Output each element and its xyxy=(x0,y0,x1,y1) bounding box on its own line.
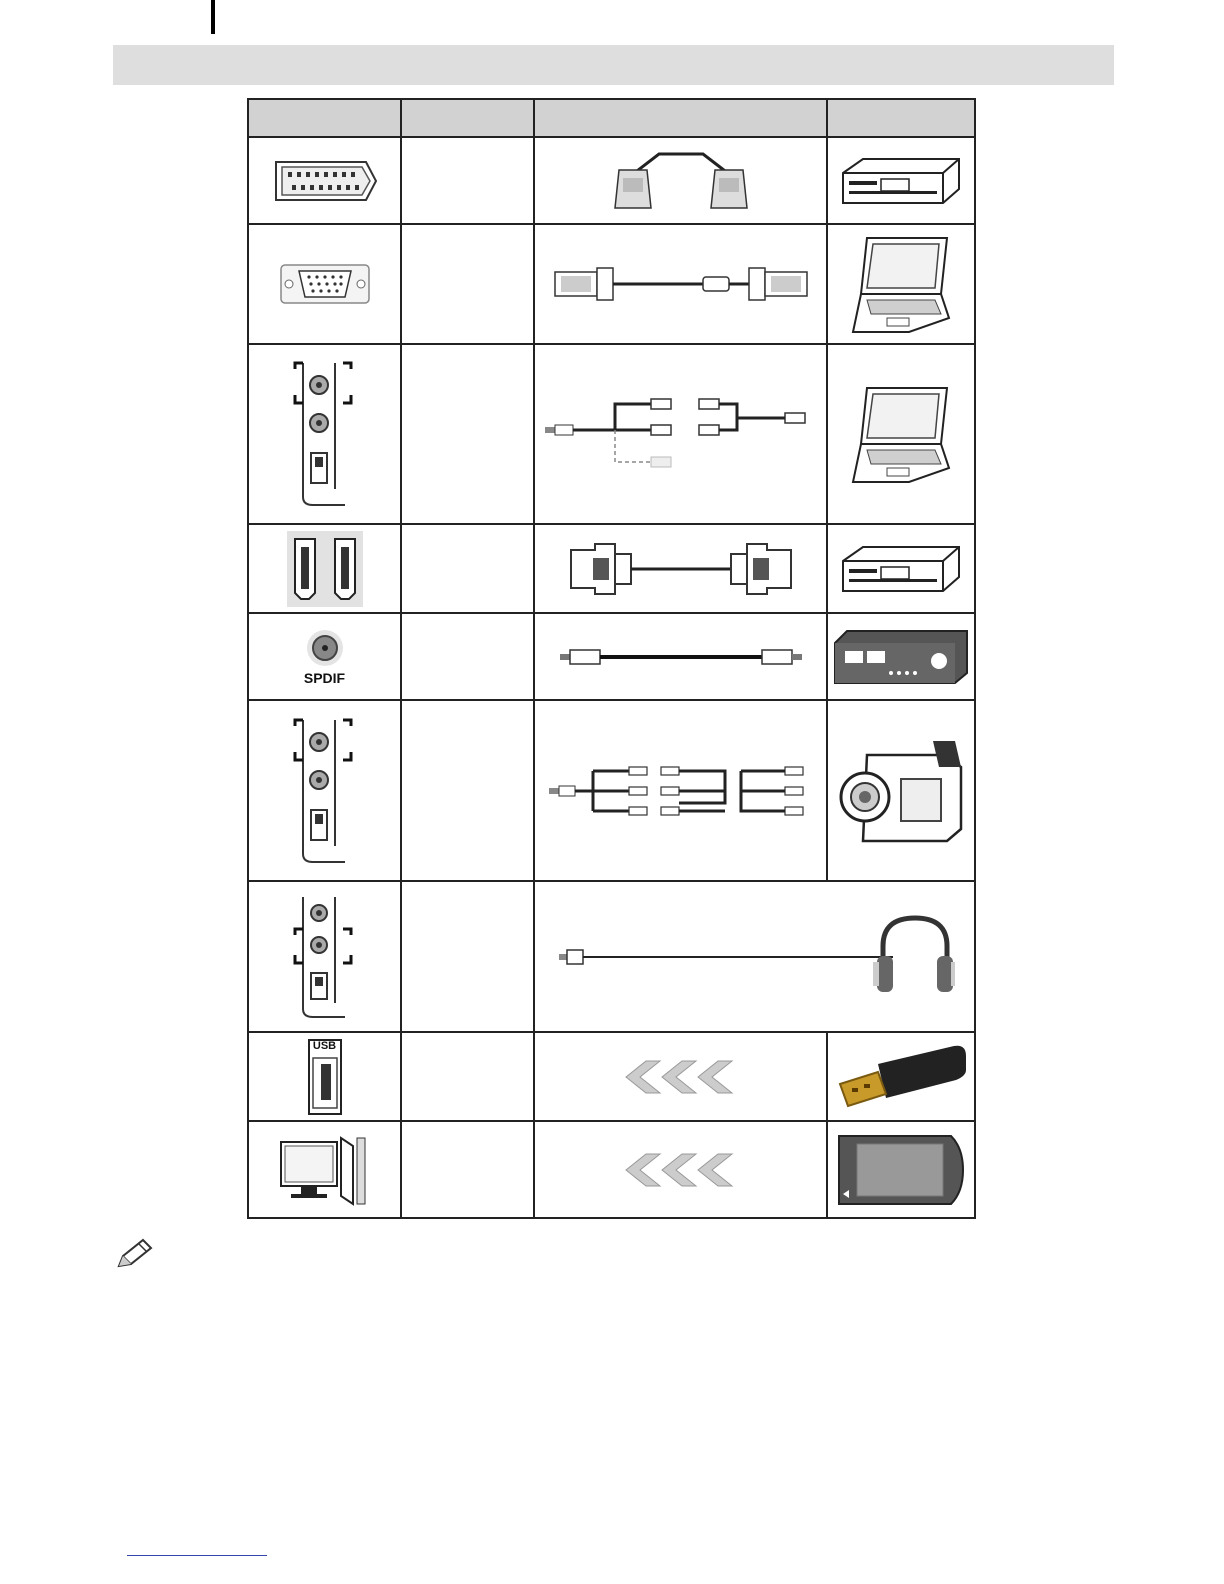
side-av-panel-icon xyxy=(289,893,361,1021)
pc-audio-cable-cell xyxy=(534,344,827,524)
headphone-cable-icon xyxy=(555,912,955,1002)
hdmi-socket-cell xyxy=(248,524,401,613)
usb-arrow-cell xyxy=(534,1032,827,1121)
side-av-cable-cell xyxy=(534,700,827,881)
table-row xyxy=(248,1032,975,1121)
footer-link-underline xyxy=(127,1555,267,1556)
table-row xyxy=(248,524,975,613)
header-connector xyxy=(248,99,401,137)
spdif-type-cell xyxy=(401,613,534,700)
header-cables xyxy=(534,99,827,137)
laptop-icon xyxy=(849,382,953,486)
table-row xyxy=(248,881,975,1032)
av-cable-icon xyxy=(545,763,817,819)
connection-table xyxy=(247,98,976,1219)
scart-device-cell xyxy=(827,137,975,224)
tv-ci-slot-icon xyxy=(279,1134,371,1206)
vcr-device-icon xyxy=(839,155,963,207)
side-av-panel-icon xyxy=(289,359,361,509)
scart-cable-cell xyxy=(534,137,827,224)
scart-cable-icon xyxy=(611,148,751,214)
spdif-label: SPDIF xyxy=(303,669,346,686)
vga-cable-cell xyxy=(534,224,827,344)
headphone-cable-cell xyxy=(534,881,975,1032)
scart-socket-icon xyxy=(270,156,380,206)
laptop-icon xyxy=(849,232,953,336)
usb-type-cell xyxy=(401,1032,534,1121)
ci-type-cell xyxy=(401,1121,534,1218)
usb-stick-icon xyxy=(834,1042,968,1112)
pc-audio-type-cell xyxy=(401,344,534,524)
note-pencil-icon xyxy=(115,1238,153,1270)
table-row xyxy=(248,1121,975,1218)
side-av-socket-cell xyxy=(248,700,401,881)
spdif-cable-cell xyxy=(534,613,827,700)
side-av-device-cell xyxy=(827,700,975,881)
side-av-type-cell xyxy=(401,700,534,881)
usb-socket-cell xyxy=(248,1032,401,1121)
spdif-socket-icon xyxy=(305,628,345,668)
top-rule xyxy=(211,0,215,34)
spdif-socket-cell xyxy=(248,613,401,700)
hdmi-cable-cell xyxy=(534,524,827,613)
hdmi-cable-icon xyxy=(565,540,797,598)
amplifier-device-icon xyxy=(833,629,969,685)
vga-device-cell xyxy=(827,224,975,344)
table-row xyxy=(248,137,975,224)
header-type xyxy=(401,99,534,137)
insert-arrows-icon xyxy=(624,1059,738,1095)
table-row xyxy=(248,224,975,344)
headphone-type-cell xyxy=(401,881,534,1032)
header-device xyxy=(827,99,975,137)
coaxial-cable-icon xyxy=(556,645,806,669)
page-header-bar xyxy=(113,45,1114,85)
vga-cable-icon xyxy=(551,264,811,304)
ci-device-cell xyxy=(827,1121,975,1218)
spdif-device-cell xyxy=(827,613,975,700)
table-header-row xyxy=(248,99,975,137)
vga-socket-cell xyxy=(248,224,401,344)
hdmi-type-cell xyxy=(401,524,534,613)
pc-audio-device-cell xyxy=(827,344,975,524)
hdmi-socket-icon xyxy=(287,531,363,607)
av-cable-icon xyxy=(539,396,823,472)
table-row xyxy=(248,344,975,524)
ci-arrow-cell xyxy=(534,1121,827,1218)
pc-audio-socket-cell xyxy=(248,344,401,524)
ci-module-icon xyxy=(837,1134,965,1206)
vcr-device-icon xyxy=(839,543,963,595)
table-row xyxy=(248,700,975,881)
table-row xyxy=(248,613,975,700)
usb-device-cell xyxy=(827,1032,975,1121)
vga-type-cell xyxy=(401,224,534,344)
insert-arrows-icon xyxy=(624,1152,738,1188)
scart-socket-cell xyxy=(248,137,401,224)
vga-socket-icon xyxy=(279,263,371,305)
ci-socket-cell xyxy=(248,1121,401,1218)
side-av-panel-icon xyxy=(289,716,361,866)
headphone-socket-cell xyxy=(248,881,401,1032)
scart-type-cell xyxy=(401,137,534,224)
hdmi-device-cell xyxy=(827,524,975,613)
camcorder-icon xyxy=(837,733,965,849)
